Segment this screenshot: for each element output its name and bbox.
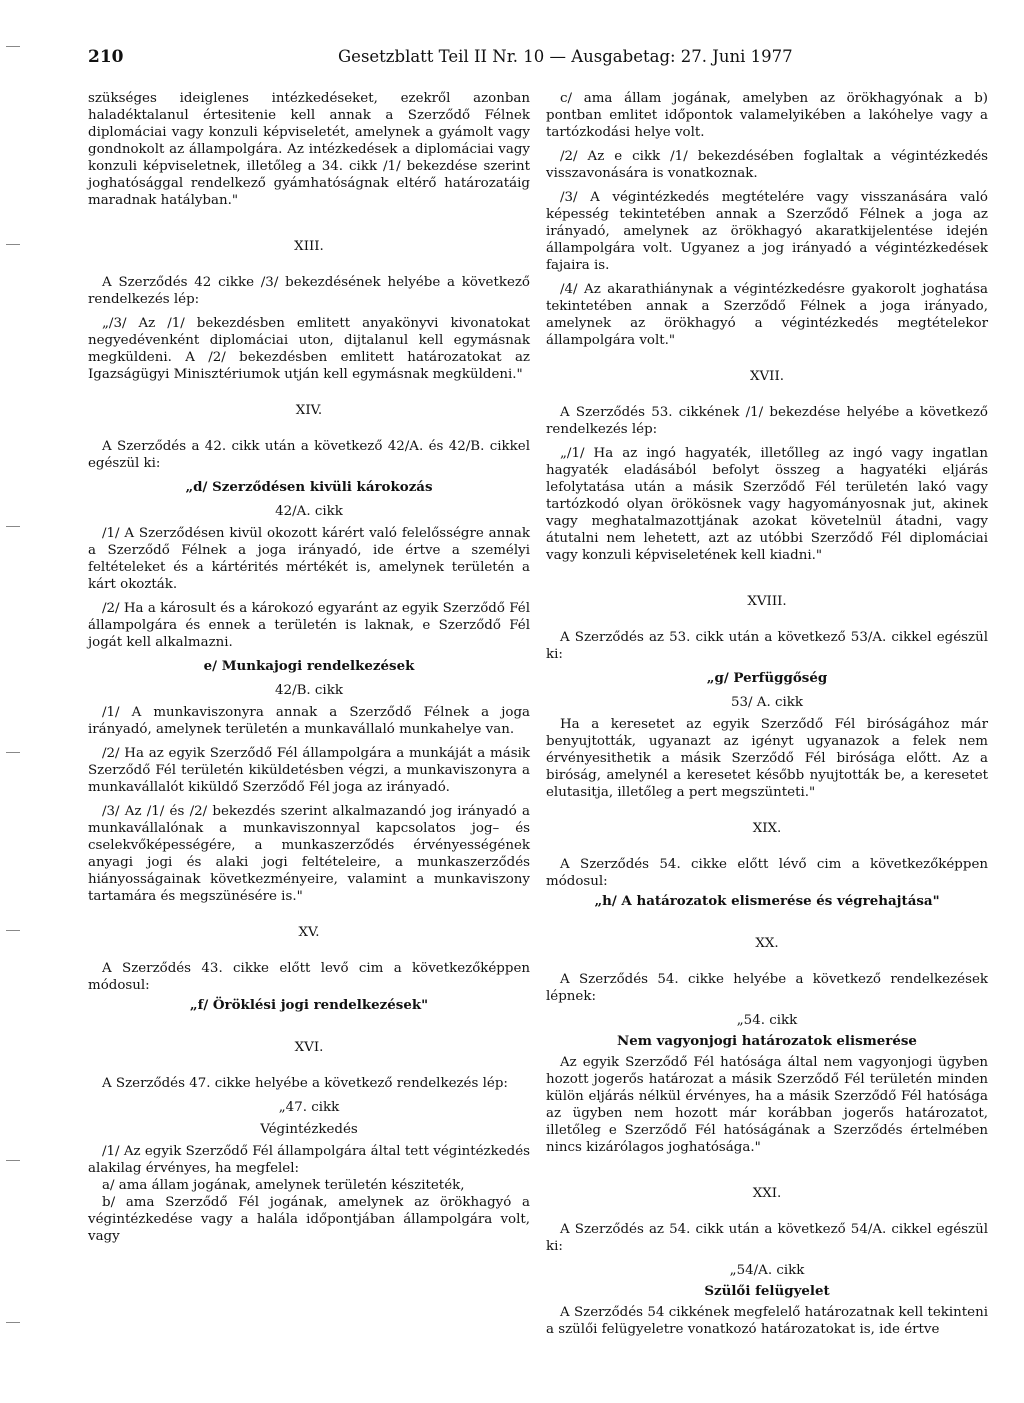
paragraph: A Szerződés 43. cikke előtt levő cim a következőképpen módosul: [88, 961, 530, 993]
right-column [546, 90, 988, 1338]
paragraph: /4/ Az akarathiánynak a végintézkedésre gyakorolt joghatása tekintetében annak a Szerződő Félnek a joga irányado, amelynek az örökhagyó a végintézkedés megtételekor állampolgára volt." [546, 282, 988, 348]
section-heading: XXI. [752, 1186, 782, 1201]
subsection-title: „d/ Szerződésen kivüli károkozás [185, 479, 433, 495]
paragraph: /2/ Ha az egyik Szerződő Fél állampolgára a munkáját a másik Szerződő Fél területén kiküldetésben végzi, a munkaviszonyra a munkavállalót kiküldő Szerződő Fél joga az irányadó. [88, 746, 530, 795]
paragraph: Az egyik Szerződő Fél hatósága által nem vagyonjogi ügyben hozott jogerős határozat a másik Szerződő Fél területén minden külön eljárás nélkül érvényes, ha a másik Szerződő Fél hatósága az ügyben nem hozott már korábban jogerős határozatot, illetőleg e Szerződő Fél hatóságának a Szerződés értelmében nincs kizárólagos joghatósága." [546, 1055, 988, 1155]
paragraph: A Szerződés az 53. cikk után a következő 53/A. cikkel egészül ki: [546, 630, 988, 662]
article-number: 42/A. cikk [275, 504, 343, 519]
paragraph: /1/ A Szerződésen kivül okozott kárért való felelősségre annak a Szerződő Félnek a joga irányadó, ide értve a személyi feltételeket és a kártérités mértékét is, amelynek területén a kárt okozták. [88, 526, 530, 592]
left-column [88, 90, 530, 1245]
paragraph: b/ ama Szerződő Fél jogának, amelynek az örökhagyó a végintézkedése vagy a halála időpontjában állampolgára volt, vagy [88, 1195, 530, 1244]
paragraph: „/3/ Az /1/ bekezdésben emlitett anyakönyvi kivonatokat negyedévenként diplomáciai uton, dijtalanul kell egymásnak megküldeni. A /2/ bekezdésben emlitett határozatokat az Igazságügyi Minisztériumok utján kell egymásnak megküldeni." [88, 316, 530, 382]
article-title: Nem vagyonjogi határozatok elismerése [617, 1033, 917, 1049]
margin-mark [6, 930, 20, 931]
margin-mark [6, 1160, 20, 1161]
subsection-title: „f/ Öröklési jogi rendelkezések" [189, 997, 429, 1013]
paragraph: szükséges ideiglenes intézkedéseket, ezekről azonban haladéktalanul értesitenie kell annak a Szerződő Félnek diplomáciai vagy konzuli képviseletét, amelynek a gyámolt vagy gondnokolt az állampolgára. Az intézkedések a diplomáciai vagy konzuli képviseletnek, illetőleg a 34. cikk /1/ bekezdése szerint joghatósággal rendelkező gyámhatóságnak eltérő határozatáig maradnak hatályban." [88, 91, 530, 208]
paragraph: a/ ama állam jogának, amelynek területén késziteték, [102, 1178, 465, 1193]
paragraph: A Szerződés 54. cikke helyébe a következő rendelkezések lépnek: [546, 972, 988, 1004]
paragraph: /1/ A munkaviszonyra annak a Szerződő Félnek a joga irányadó, amelynek területén a munkavállaló munkahelye van. [88, 705, 530, 737]
article-number: „54. cikk [736, 1013, 798, 1028]
paragraph: A Szerződés 53. cikkének /1/ bekezdése helyébe a következő rendelkezés lép: [546, 405, 988, 437]
section-heading: XX. [755, 936, 779, 951]
section-heading: XIX. [752, 821, 782, 836]
section-heading: XVIII. [747, 594, 787, 609]
paragraph: A Szerződés a 42. cikk után a következő 42/A. és 42/B. cikkel egészül ki: [88, 439, 530, 471]
paragraph: c/ ama állam jogának, amelyben az örökhagyónak a b) pontban emlitet időpontok valamelyikében a lakóhelye vagy a tartózkodási helye volt. [546, 91, 988, 140]
section-heading: XVII. [749, 369, 785, 384]
margin-mark [6, 752, 20, 753]
section-heading: XVI. [294, 1040, 324, 1055]
article-title: Szülői felügyelet [704, 1283, 830, 1299]
margin-mark [6, 46, 20, 47]
paragraph: /2/ Ha a károsult és a károkozó egyaránt az egyik Szerződő Fél állampolgára és ennek a területén is laknak, e Szerződő Fél jogát kell alkalmazni. [88, 601, 530, 650]
paragraph: /1/ Az egyik Szerződő Fél állampolgára által tett végintézkedés alakilag érvényes, ha megfelel: [88, 1144, 530, 1176]
paragraph: A Szerződés 54 cikkének megfelelő határozatnak kell tekinteni a szülői felügyeletre vonatkozó határozatokat is, ide értve [546, 1305, 988, 1337]
margin-mark [6, 244, 20, 245]
section-heading: XV. [298, 925, 320, 940]
subsection-title: e/ Munkajogi rendelkezések [203, 658, 415, 674]
margin-mark [6, 1322, 20, 1323]
page-number: 210 [88, 47, 124, 67]
section-heading: XIV. [295, 403, 323, 418]
section-heading: XIII. [294, 239, 324, 254]
paragraph: Ha a keresetet az egyik Szerződő Fél biróságához már benyujtották, ugyanazt az igényt ugyanazok a felek nem érvényesithetik a másik Szerződő Fél birósága előtt. Az a biróság, amelynél a keresetet később nyujtották be, a keresetet elutasitja, illetőleg a pert megszünteti." [546, 717, 988, 800]
paragraph: /2/ Az e cikk /1/ bekezdésében foglaltak a végintézkedés visszavonására is vonatkoznak. [546, 149, 988, 181]
paragraph: A Szerződés 42 cikke /3/ bekezdésének helyébe a következő rendelkezés lép: [88, 275, 530, 307]
article-title: Végintézkedés [260, 1122, 358, 1137]
subsection-title: „g/ Perfüggőség [706, 670, 828, 686]
margin-mark [6, 526, 20, 527]
paragraph: /3/ A végintézkedés megtételére vagy visszanására való képesség tekintetében annak a Szerződő Félnek a joga az irányadó, amelynek az örökhagyó akaratkijelentése idején állampolgára volt. Ugyanez a jog irányadó a végintézkedések fajaira is. [546, 190, 988, 273]
article-number: „54/A. cikk [729, 1263, 805, 1278]
paragraph: A Szerződés 54. cikke előtt lévő cim a következőképpen módosul: [546, 857, 988, 889]
gazette-title: Gesetzblatt Teil II Nr. 10 — Ausgabetag: 27. Juni 1977 [338, 47, 793, 66]
paragraph: A Szerződés az 54. cikk után a következő 54/A. cikkel egészül ki: [546, 1222, 988, 1254]
paragraph: A Szerződés 47. cikke helyébe a következő rendelkezés lép: [102, 1076, 508, 1091]
page-header [88, 44, 976, 70]
paragraph: /3/ Az /1/ és /2/ bekezdés szerint alkalmazandó jog irányadó a munkavállalónak a munkaviszonnyal kapcsolatos jog– és cselekvőképességére, a munkaszerződés érvényességének anyagi jogi és alaki jogi feltételeire, a munkaszerződés hiányosságainak következményeire, valamint a munkaviszony tartamára és megszünésére is." [88, 804, 530, 904]
paragraph: „/1/ Ha az ingó hagyaték, illetőlleg az ingó vagy ingatlan hagyaték eladásából befolyt összeg a hagyatéki eljárás lefolytatása után a másik Szerződő Fél területén lakó vagy tartózkodó olyan örökösnek vagy hagyományosnak jut, akinek vagy meghatalmazottjának azokat követelnül átadni, vagy átutalni nem lehetett, azt az utóbbi Szerződő Fél diplomáciai vagy konzuli képviseletének kell kiadni." [546, 446, 988, 563]
article-number: „47. cikk [278, 1100, 340, 1115]
article-number: 42/B. cikk [275, 683, 343, 698]
article-number: 53/ A. cikk [730, 695, 803, 710]
subsection-title: „h/ A határozatok elismerése és végrehajtása" [594, 893, 940, 909]
